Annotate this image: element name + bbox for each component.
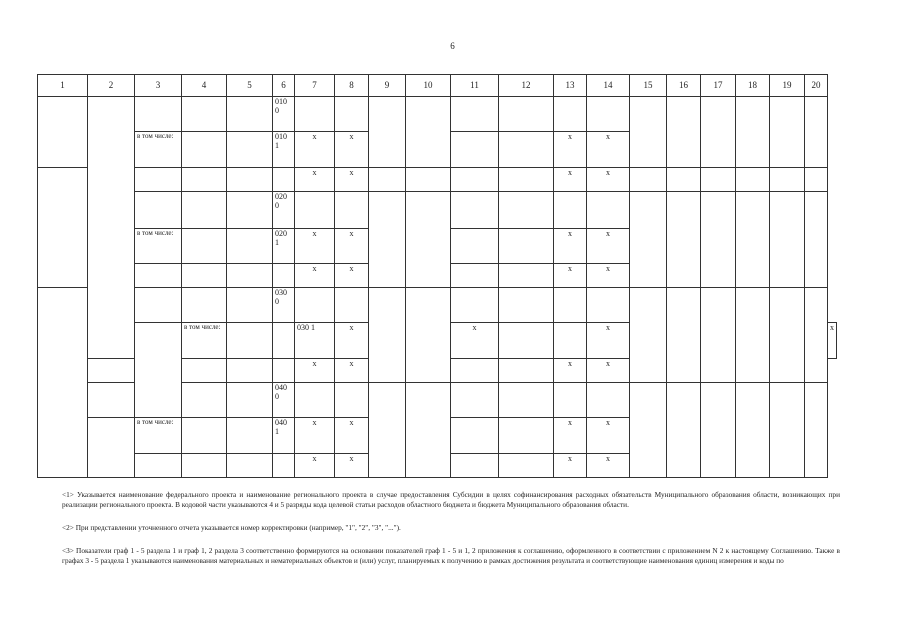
- table-cell: [406, 97, 451, 168]
- x-mark: х: [554, 418, 587, 454]
- table-cell: [736, 288, 770, 383]
- x-mark: х: [295, 418, 335, 454]
- table-cell: [227, 168, 273, 192]
- table-cell: [227, 229, 273, 264]
- x-mark: х: [335, 418, 369, 454]
- table-cell: [369, 383, 406, 478]
- x-mark: х: [295, 229, 335, 264]
- row-code: 010 1: [273, 132, 295, 168]
- table-cell: [736, 383, 770, 478]
- table-cell: [406, 168, 451, 192]
- column-header: 3: [135, 75, 182, 97]
- table-cell: [554, 383, 587, 418]
- x-mark: х: [554, 168, 587, 192]
- table-cell: [182, 288, 227, 323]
- row-code: 030 1: [295, 323, 335, 359]
- table-row: [38, 97, 837, 132]
- table-cell: [406, 288, 451, 383]
- table-cell: [770, 192, 805, 288]
- table-cell: [499, 383, 554, 418]
- x-mark: х: [335, 323, 369, 359]
- table-cell: [335, 383, 369, 418]
- table-cell: [667, 192, 701, 288]
- column-header: 8: [335, 75, 369, 97]
- table-cell: [499, 264, 554, 288]
- table-cell: [227, 418, 273, 454]
- table-cell: [135, 323, 182, 418]
- table-cell: [369, 97, 406, 168]
- x-mark: х: [335, 229, 369, 264]
- table-cell: [295, 97, 335, 132]
- table-cell: [701, 288, 736, 383]
- table-cell: [451, 132, 499, 168]
- table-cell: [182, 168, 227, 192]
- column-header: 9: [369, 75, 406, 97]
- table-cell: [451, 418, 499, 454]
- table-cell: [736, 97, 770, 168]
- x-mark: х: [587, 418, 630, 454]
- table-cell: [38, 168, 88, 288]
- table-cell: [182, 132, 227, 168]
- table-row: [38, 192, 837, 229]
- table-row: [38, 168, 837, 192]
- table-cell: [630, 288, 667, 383]
- table-cell: [295, 288, 335, 323]
- x-mark: х: [554, 229, 587, 264]
- footnote-3: <3> Показатели граф 1 - 5 раздела 1 и граф 1, 2 раздела 3 соответственно формируются на основании показателей граф 1 - 5 и 1, 2 приложения к соглашению, оформленного в соответствии с приложением N 2 к настоящему Соглашению. Также в графах 3 - 5 раздела 1 указываются наименования материальных и нематериальных объектов и (или) услуг, планируемых к получению в рамках достижения результата и соответствующие наименования единиц измерения и коды по: [62, 546, 840, 565]
- table-cell: [667, 97, 701, 168]
- column-header: 1: [38, 75, 88, 97]
- column-header: 6: [273, 75, 295, 97]
- table-cell: [736, 192, 770, 288]
- table-cell: [554, 97, 587, 132]
- table-cell: [227, 97, 273, 132]
- table-cell: [805, 192, 828, 288]
- column-header: 7: [295, 75, 335, 97]
- table-cell: [182, 229, 227, 264]
- table-cell: [630, 383, 667, 478]
- table-cell: [135, 454, 182, 478]
- table-cell: [499, 288, 554, 323]
- table-cell: [88, 97, 135, 359]
- x-mark: х: [587, 454, 630, 478]
- table-cell: [701, 97, 736, 168]
- table-cell: [135, 97, 182, 132]
- table-cell: [499, 192, 554, 229]
- column-header: 10: [406, 75, 451, 97]
- table-cell: [335, 192, 369, 229]
- table-cell: [38, 97, 88, 168]
- table-row: [38, 288, 837, 323]
- row-code: 040 0: [273, 383, 295, 418]
- table-cell: [227, 323, 273, 359]
- table-cell: [805, 97, 828, 168]
- table-cell: [273, 264, 295, 288]
- table-cell: [499, 454, 554, 478]
- row-code: 030 0: [273, 288, 295, 323]
- x-mark: х: [335, 132, 369, 168]
- x-mark: х: [587, 359, 630, 383]
- table-cell: [770, 97, 805, 168]
- table-cell: [369, 192, 406, 288]
- table-cell: [182, 383, 227, 418]
- table-cell: [667, 288, 701, 383]
- column-header: 4: [182, 75, 227, 97]
- table-cell: [587, 288, 630, 323]
- column-header: 13: [554, 75, 587, 97]
- table-cell: [227, 288, 273, 323]
- sub-label: в том числе:: [135, 132, 182, 168]
- footnote-2: <2> При представлении уточненного отчета указывается номер корректировки (например, "1", "2", "3", "...").: [62, 523, 401, 532]
- x-mark: х: [554, 359, 587, 383]
- table-cell: [554, 288, 587, 323]
- column-header: 15: [630, 75, 667, 97]
- table-cell: [335, 97, 369, 132]
- table-cell: [38, 288, 88, 478]
- table-cell: [667, 168, 701, 192]
- x-mark: х: [587, 264, 630, 288]
- x-mark: х: [587, 168, 630, 192]
- footnote-1: <1> Указывается наименование федерального проекта и наименование регионального проекта в случае предоставления Субсидии в целях софинансирования расходных обязательств Муниципального образования области, возникающих при реализации регионального проекта. В кодовой части указываются 4 и 5 разряды кода целевой статьи расходов областного бюджета и бюджета Муниципального образования области.: [62, 490, 840, 509]
- table-cell: [630, 97, 667, 168]
- row-code: 010 0: [273, 97, 295, 132]
- table-cell: [451, 288, 499, 323]
- column-header: 18: [736, 75, 770, 97]
- row-code: 020 0: [273, 192, 295, 229]
- x-mark: х: [295, 264, 335, 288]
- table-cell: [805, 288, 828, 383]
- table-cell: [770, 383, 805, 478]
- table-cell: [295, 383, 335, 418]
- table-cell: [406, 383, 451, 478]
- x-mark: х: [335, 168, 369, 192]
- table-cell: [369, 288, 406, 383]
- x-mark: х: [295, 359, 335, 383]
- table-cell: [182, 454, 227, 478]
- table-cell: [227, 454, 273, 478]
- table-cell: [273, 323, 295, 359]
- table-cell: [554, 192, 587, 229]
- x-mark: х: [554, 264, 587, 288]
- x-mark: х: [587, 132, 630, 168]
- table-cell: [295, 192, 335, 229]
- column-header: 2: [88, 75, 135, 97]
- table-cell: [406, 192, 451, 288]
- table-cell: [227, 132, 273, 168]
- table-cell: [499, 168, 554, 192]
- table-cell: [499, 418, 554, 454]
- table-cell: [451, 359, 499, 383]
- table-cell: [88, 383, 135, 418]
- table-cell: [273, 359, 295, 383]
- sub-label: в том числе:: [135, 229, 182, 264]
- table-cell: [451, 383, 499, 418]
- x-mark: х: [335, 454, 369, 478]
- table-cell: [587, 192, 630, 229]
- x-mark: х: [295, 454, 335, 478]
- table-cell: [182, 418, 227, 454]
- column-header: 16: [667, 75, 701, 97]
- table-cell: [554, 323, 587, 359]
- table-cell: [135, 192, 182, 229]
- header-row: [38, 75, 837, 97]
- table-cell: [273, 168, 295, 192]
- x-mark: х: [451, 323, 499, 359]
- table-cell: [499, 359, 554, 383]
- x-mark: х: [587, 323, 630, 359]
- table-cell: [88, 359, 135, 383]
- column-header: 5: [227, 75, 273, 97]
- table-cell: [335, 288, 369, 323]
- column-header: 12: [499, 75, 554, 97]
- page-number: 6: [450, 41, 455, 51]
- table-cell: [182, 97, 227, 132]
- column-header: 17: [701, 75, 736, 97]
- x-mark: х: [554, 454, 587, 478]
- column-header: 20: [805, 75, 828, 97]
- table-cell: [701, 168, 736, 192]
- table-cell: [667, 383, 701, 478]
- table-cell: [499, 132, 554, 168]
- x-mark: х: [828, 323, 837, 359]
- table-cell: [805, 383, 828, 478]
- footnotes: [62, 490, 840, 579]
- table-cell: [770, 288, 805, 383]
- table-cell: [451, 454, 499, 478]
- x-mark: х: [335, 359, 369, 383]
- table-cell: [135, 168, 182, 192]
- table-cell: [451, 192, 499, 229]
- table-cell: [182, 359, 227, 383]
- table-cell: [369, 168, 406, 192]
- row-code: 040 1: [273, 418, 295, 454]
- table-cell: [587, 97, 630, 132]
- column-header: 11: [451, 75, 499, 97]
- table-cell: [451, 97, 499, 132]
- table-cell: [135, 264, 182, 288]
- table-cell: [630, 168, 667, 192]
- x-mark: х: [335, 264, 369, 288]
- sub-label: в том числе:: [135, 418, 182, 454]
- table-cell: [451, 264, 499, 288]
- table-cell: [227, 359, 273, 383]
- table-cell: [805, 168, 828, 192]
- table-cell: [88, 418, 135, 478]
- table-cell: [499, 323, 554, 359]
- report-table: [37, 74, 837, 478]
- table-cell: [499, 229, 554, 264]
- table-cell: [227, 264, 273, 288]
- row-code: 020 1: [273, 229, 295, 264]
- x-mark: х: [554, 132, 587, 168]
- table-cell: [273, 454, 295, 478]
- x-mark: х: [295, 168, 335, 192]
- table-cell: [451, 168, 499, 192]
- table-cell: [227, 192, 273, 229]
- table-cell: [736, 168, 770, 192]
- table-cell: [182, 192, 227, 229]
- table-cell: [701, 192, 736, 288]
- sub-label: в том числе:: [182, 323, 227, 359]
- table-cell: [587, 383, 630, 418]
- x-mark: х: [295, 132, 335, 168]
- table-cell: [135, 288, 182, 323]
- table-cell: [182, 264, 227, 288]
- column-header: 19: [770, 75, 805, 97]
- table-cell: [770, 168, 805, 192]
- column-header: 14: [587, 75, 630, 97]
- x-mark: х: [587, 229, 630, 264]
- table-cell: [630, 192, 667, 288]
- table-cell: [701, 383, 736, 478]
- table-cell: [227, 383, 273, 418]
- table-cell: [451, 229, 499, 264]
- table-cell: [499, 97, 554, 132]
